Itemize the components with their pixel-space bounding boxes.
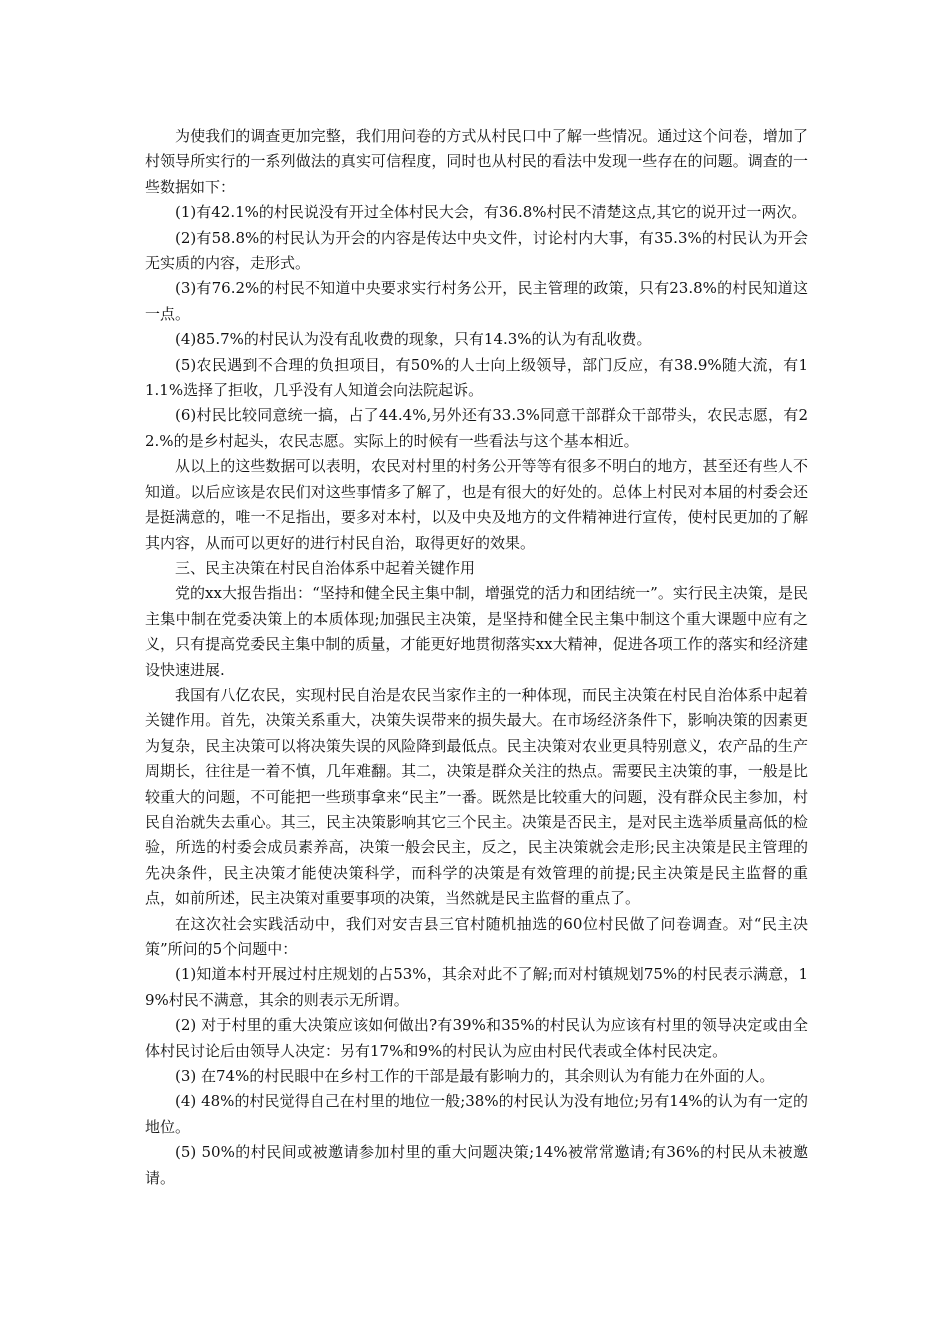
paragraph-intro: 为使我们的调查更加完整，我们用问卷的方式从村民口中了解一些情况。通过这个问卷，增加了村领导所实行的一系列做法的真实可信程度，同时也从村民的看法中发现一些存在的问题。调查的一些数据如下： bbox=[145, 127, 808, 196]
paragraph-decision-item-5: (5) 50%的村民间或被邀请参加村里的重大问题决策;14%被常常邀请;有36%的村民从未被邀请。 bbox=[145, 1143, 808, 1187]
paragraph-decision-item-4: (4) 48%的村民觉得自己在村里的地位一般;38%的村民认为没有地位;另有14%的认为有一定的地位。 bbox=[145, 1092, 808, 1136]
paragraph-party-report: 党的xx大报告指出：“坚持和健全民主集中制，增强党的活力和团结统一”。实行民主决策，是民主集中制在党委决策上的本质体现;加强民主决策，是坚持和健全民主集中制这个重大课题中应有之义，只有提高党委民主集中制的质量，才能更好地贯彻落实xx大精神，促进各项工作的落实和经济建设快速进展. bbox=[145, 584, 808, 679]
section-heading: 三、民主决策在村民自治体系中起着关键作用 bbox=[175, 558, 476, 577]
paragraph-decision-item-2: (2) 对于村里的重大决策应该如何做出?有39%和35%的村民认为应该有村里的领导决定或由全体村民讨论后由领导人决定：另有17%和9%的村民认为应由村民代表或全体村民决定。 bbox=[145, 1016, 808, 1060]
paragraph-survey-item-4: (4)85.7%的村民认为没有乱收费的现象，只有14.3%的认为有乱收费。 bbox=[175, 330, 652, 349]
paragraph-survey-item-1: (1)有42.1%的村民说没有开过全体村民大会，有36.8%村民不清楚这点,其它的说开过一两次。 bbox=[175, 203, 807, 222]
paragraph-survey-item-5: (5)农民遇到不合理的负担项目，有50%的人士向上级领导，部门反应，有38.9%随大流，有11.1%选择了拒收，几乎没有人知道会向法院起诉。 bbox=[145, 355, 808, 400]
paragraph-village-autonomy: 我国有八亿农民，实现村民自治是农民当家作主的一种体现，而民主决策在村民自治体系中起着关键作用。首先，决策关系重大，决策失误带来的损失最大。在市场经济条件下，影响决策的因素更为复杂，民主决策可以将决策失误的风险降到最低点。民主决策对农业更具特别意义，农产品的生产周期长，往往是一着不慎，几年难翻。其二，决策是群众关注的热点。需要民主决策的事，一般是比较重大的问题，不可能把一些琐事拿来“民主”一番。既然是比较重大的问题，没有群众民主参加，村民自治就失去重心。其三，民主决策影响其它三个民主。决策是否民主，是对民主选举质量高低的检验，所选的村委会成员素养高，决策一般会民主，反之，民主决策就会走形;民主决策是民主管理的先决条件，民主决策才能使决策科学，而科学的决策是有效管理的前提;民主决策是民主监督的重点，如前所述，民主决策对重要事项的决策，当然就是民主监督的重点了。 bbox=[145, 685, 808, 908]
paragraph-survey-item-6: (6)村民比较同意统一搞，占了44.4%,另外还有33.3%同意干部群众干部带头，农民志愿，有22.%的是乡村起头，农民志愿。实际上的时候有一些看法与这个基本相近。 bbox=[145, 406, 808, 450]
document-body bbox=[145, 124, 808, 1191]
paragraph-practice-survey: 在这次社会实践活动中，我们对安吉县三官村随机抽选的60位村民做了问卷调查。对“民主决策”所问的5个问题中： bbox=[145, 914, 808, 958]
paragraph-survey-item-3: (3)有76.2%的村民不知道中央要求实行村务公开，民主管理的政策，只有23.8%的村民知道这一点。 bbox=[145, 279, 808, 323]
paragraph-summary: 从以上的这些数据可以表明，农民对村里的村务公开等等有很多不明白的地方，甚至还有些人不知道。以后应该是农民们对这些事情多了解了，也是有很大的好处的。总体上村民对本届的村委会还是挺满意的，唯一不足指出，要多对本村，以及中央及地方的文件精神进行宣传，使村民更加的了解其内容，从而可以更好的进行村民自治，取得更好的效果。 bbox=[145, 457, 808, 552]
paragraph-survey-item-2: (2)有58.8%的村民认为开会的内容是传达中央文件，讨论村内大事，有35.3%的村民认为开会无实质的内容，走形式。 bbox=[145, 228, 808, 273]
paragraph-decision-item-3: (3) 在74%的村民眼中在乡村工作的干部是最有影响力的，其余则认为有能力在外面的人。 bbox=[175, 1067, 775, 1086]
paragraph-decision-item-1: (1)知道本村开展过村庄规划的占53%，其余对此不了解;而对村镇规划75%的村民表示满意，19%村民不满意，其余的则表示无所谓。 bbox=[145, 965, 808, 1009]
